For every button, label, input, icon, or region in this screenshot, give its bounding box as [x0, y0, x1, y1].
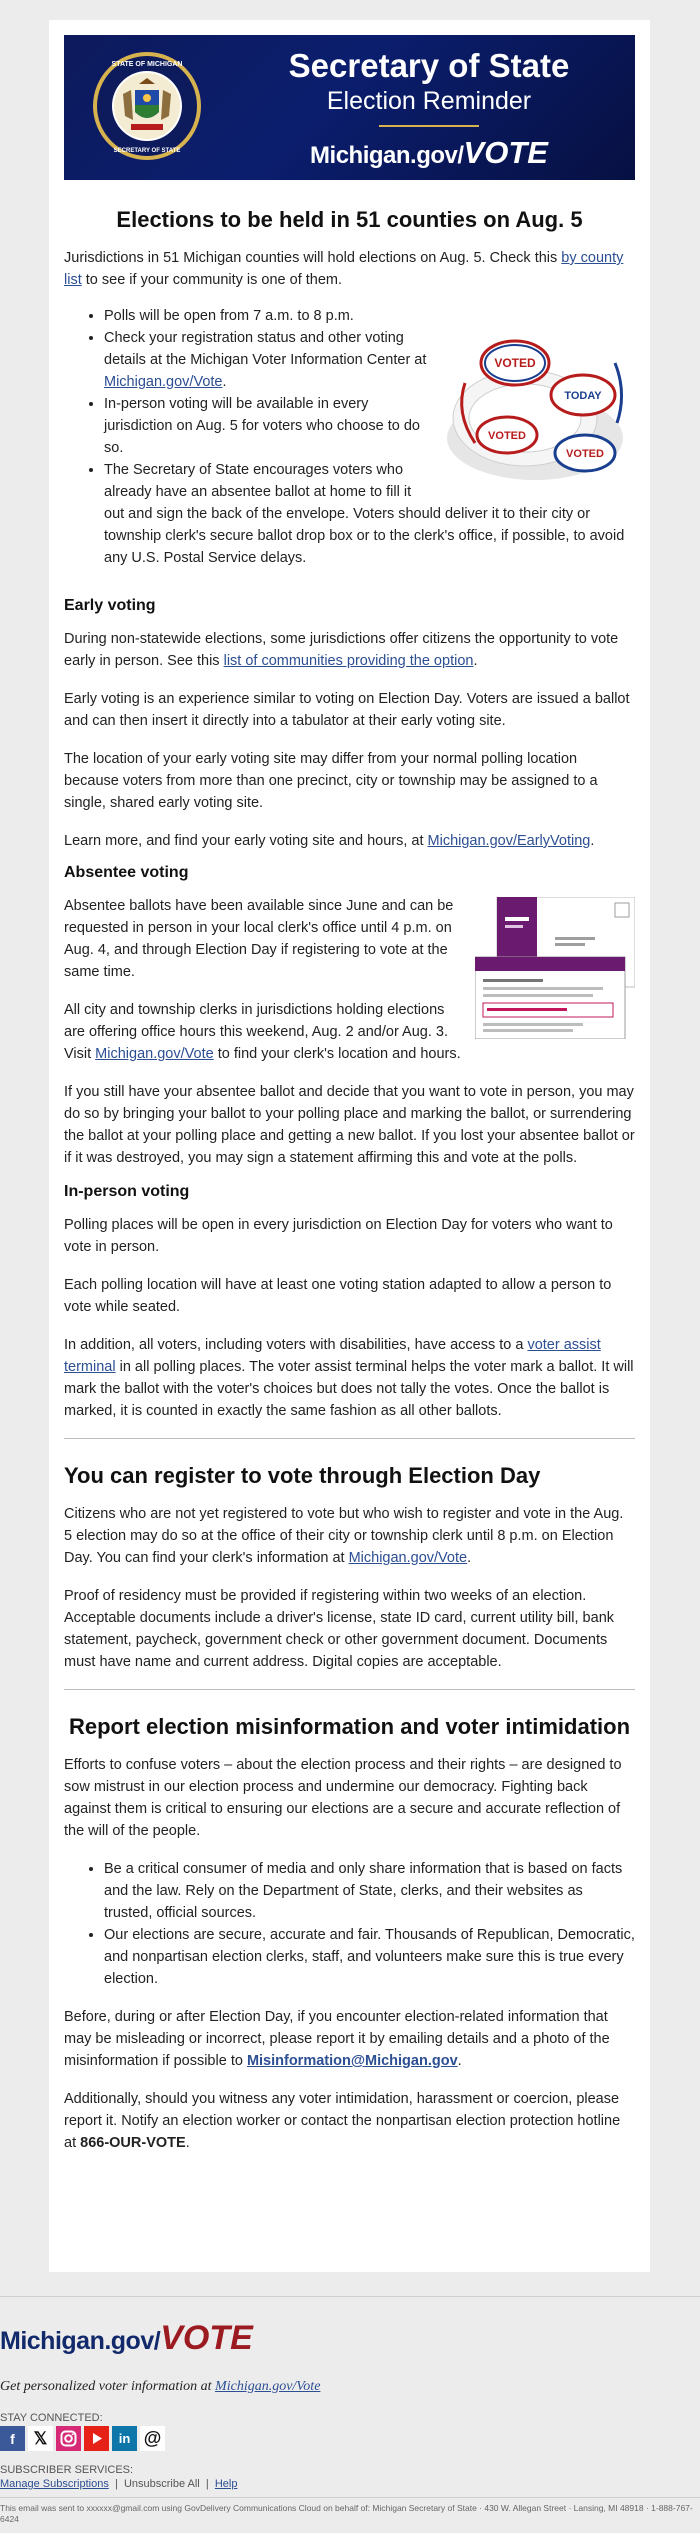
banner-subtitle: Election Reminder: [326, 87, 532, 115]
misinfo-p2-text: Before, during or after Election Day, if you encounter election-related information that may be misleading or incorrect, please report it by emailing details and a photo of the misinformation if possible to: [64, 2009, 610, 2069]
michigan-seal-icon: [91, 50, 203, 162]
youtube-glyph: [89, 2431, 104, 2446]
absentee-p3: If you still have your absentee ballot and decide that you want to vote in person, you may do so by bringing your ballot to your polling place and marking the ballot, or surrendering the ballot at your polling place and getting a new ballot. If you lost your absentee ballot or if it was destroyed, you may sign a statement affirming this and vote at the polls.: [64, 1084, 635, 1166]
absentee-michigan-gov-vote-link[interactable]: Michigan.gov/Vote: [95, 1046, 214, 1062]
absentee-p2-text: All city and township clerks in jurisdictions holding elections are offering office hours this weekend, Aug. 2 and/or Aug. 3. Visit: [64, 1002, 448, 1062]
inperson-p1: Polling places will be open in every jurisdiction on Election Day for voters who want to vote in person.: [64, 1217, 613, 1255]
inperson-p3-end: in all polling places. The voter assist terminal helps the voter mark a ballot. It will mark the ballot with the voter's choices but does not tally the votes. Once the ballot is marked, it is counted in exactly the same fashion as all other ballots.: [64, 1359, 634, 1419]
footer-tagline-text: Get personalized voter information at: [0, 2379, 216, 2394]
section-divider-2: [64, 1689, 635, 1690]
register-p1: [64, 1503, 635, 1569]
inperson-p3-text: In addition, all voters, including voters with disabilities, have access to a: [64, 1337, 528, 1353]
banner-divider: [379, 125, 479, 127]
footer-divider: [0, 2497, 700, 2498]
social-links: [0, 2426, 165, 2451]
absentee-p1: Absentee ballots have been available since June and can be requested in person in your local clerk's office until 4 p.m. on Aug. 4, and through Election Day if registering to vote at the same time.: [64, 898, 454, 980]
voter-assist-terminal-link[interactable]: voter assist terminal: [64, 1337, 601, 1375]
banner-url-vote: VOTE: [463, 135, 548, 170]
linkedin-icon[interactable]: in: [112, 2426, 137, 2451]
help-link[interactable]: Help: [214, 2478, 238, 2490]
instagram-glyph: [60, 2430, 77, 2447]
misinformation-email-link[interactable]: Misinformation@Michigan.gov: [246, 2053, 458, 2069]
elections-heading: Elections to be held in 51 counties on Aug. 5: [116, 207, 583, 232]
register-p2: Proof of residency must be provided if registering within two weeks of an election. Acceptable documents include a driver's license, state ID card, current utility bill, bank statement, paycheck, government check or other government document. Documents must have name and current address. Digital copies are acceptable.: [64, 1588, 615, 1670]
register-p1-end: .: [467, 1550, 472, 1566]
misinformation-heading: Report election misinformation and voter intimidation: [68, 1714, 631, 1739]
in-person-voting-heading: In-person voting: [64, 1183, 190, 1200]
footer-separator: |: [108, 2478, 124, 2490]
register-p1-text: Citizens who are not yet registered to vote but who wish to register and vote in the Aug. 5 election may do so at the office of their city or township clerk until 8 p.m. on Election Day. You can find your clerk's information at: [64, 1506, 624, 1566]
header-banner: [64, 35, 635, 180]
misinfo-p3-text: Additionally, should you witness any voter intimidation, harassment or coercion, please report it. Notify an election worker or contact the nonpartisan election protection hotline at: [64, 2091, 621, 2151]
threads-icon[interactable]: @: [140, 2426, 165, 2451]
manage-subscriptions-link[interactable]: Manage Subscriptions: [0, 2478, 109, 2490]
absentee-ballot-image: [475, 897, 635, 1039]
seal-bottom-text: SECRETARY OF STATE: [113, 148, 181, 154]
early-voting-link[interactable]: Michigan.gov/EarlyVoting: [427, 833, 591, 849]
absentee-voting-heading: Absentee voting: [64, 864, 189, 881]
early-voting-heading: Early voting: [64, 597, 156, 614]
misinfo-p1: Efforts to confuse voters – about the election process and their rights – are designed to sow mistrust in our election process and undermine our democracy. Fighting back against them is critical to ensuring our elections are a secure and accurate reflection of the will of the people.: [64, 1757, 622, 1839]
footer-logo-vote: VOTE: [160, 2319, 253, 2357]
early-p2: Early voting is an experience similar to voting on Election Day. Voters are issued a ballot and can then insert it directly into a tabulator at their early voting site.: [64, 691, 630, 729]
michigan-gov-vote-link[interactable]: Michigan.gov/Vote: [104, 374, 223, 390]
bullet-registration-end: .: [222, 374, 227, 390]
unsubscribe-all-link[interactable]: Unsubscribe All: [123, 2478, 200, 2490]
subscriber-services-label: SUBSCRIBER SERVICES:: [0, 2464, 134, 2476]
elections-intro: [64, 247, 635, 291]
early-p4-text: Learn more, and find your early voting site and hours, at: [64, 833, 428, 849]
register-heading: You can register to vote through Election Day: [64, 1463, 541, 1488]
misinfo-bullets: [64, 1858, 635, 1990]
bullet-registration-text: Check your registration status and other voting details at the Michigan Voter Information Center at: [104, 330, 427, 368]
footer-logo-prefix: Michigan.gov/: [0, 2327, 161, 2355]
misinfo-p3: [64, 2088, 635, 2154]
banner-url-prefix: Michigan.gov/: [310, 142, 464, 169]
footer-michigan-gov-vote-link[interactable]: Michigan.gov/Vote: [215, 2379, 321, 2394]
misinfo-p2: [64, 2006, 635, 2072]
misinfo-p3-end: .: [185, 2135, 190, 2151]
by-county-list-link[interactable]: by county list: [64, 250, 624, 288]
footer-logo: [0, 2316, 253, 2363]
register-michigan-gov-vote-link[interactable]: Michigan.gov/Vote: [348, 1550, 468, 1566]
communities-list-link[interactable]: list of communities providing the option: [223, 653, 474, 669]
subscriber-links: [0, 2477, 237, 2491]
misinfo-bullet-media: • Be a critical consumer of media and only share information that is based on facts and the law. Rely on the Department of State, clerks, and their websites as trusted, official sources.: [104, 1858, 635, 1924]
email-content: [64, 205, 635, 2170]
sticker-voted-text-3: VOTED: [566, 448, 604, 460]
bullet-polls-open: • Polls will be open from 7 a.m. to 8 p.m.: [104, 305, 635, 327]
sticker-today-text: TODAY: [564, 390, 602, 402]
footer-disclaimer: This email was sent to xxxxxx@gmail.com using GovDelivery Communications Cloud on behalf of: Michigan Secretary of State · 430 W. Allegan Street · Lansing, MI 48918 · 1-888-767-6424: [0, 2503, 693, 2524]
banner-url: [239, 135, 619, 174]
hotline-number: 866-OUR-VOTE: [80, 2135, 186, 2151]
early-p1-end: .: [473, 653, 478, 669]
elections-intro-text-end: to see if your community is one of them.: [81, 272, 343, 288]
seal-top-text: STATE OF MICHIGAN: [111, 61, 183, 68]
youtube-icon[interactable]: [84, 2426, 109, 2451]
sticker-voted-text: VOTED: [494, 356, 536, 370]
elections-intro-text: Jurisdictions in 51 Michigan counties will hold elections on Aug. 5. Check this: [64, 250, 562, 266]
voted-stickers-image: [445, 323, 635, 493]
footer-separator-2: |: [199, 2478, 215, 2490]
email-card: [49, 20, 650, 2272]
bullet-in-person: • In-person voting will be available in every jurisdiction on Aug. 5 for voters who choose to do so.: [104, 393, 635, 459]
misinfo-bullet-secure: • Our elections are secure, accurate and fair. Thousands of Republican, Democratic, and nonpartisan election clerks, staff, and volunteers make sure this is true every election.: [104, 1924, 635, 1990]
instagram-icon[interactable]: [56, 2426, 81, 2451]
x-icon[interactable]: 𝕏: [28, 2426, 53, 2451]
early-p4: [64, 830, 635, 852]
bullet-absentee-dropoff: • The Secretary of State encourages voters who already have an absentee ballot at home to fill it out and sign the back of the envelope. Voters should deliver it to their city or township clerk's secure ballot drop box or to the clerk's office, if possible, to avoid any U.S. Postal Service delays.: [104, 459, 635, 569]
inperson-p3: [64, 1334, 635, 1422]
footer-tagline: [0, 2377, 320, 2397]
facebook-icon[interactable]: f: [0, 2426, 25, 2451]
banner-title: Secretary of State: [288, 47, 570, 84]
absentee-p2-end: to find your clerk's location and hours.: [213, 1046, 461, 1062]
section-divider: [64, 1438, 635, 1439]
footer-divider-top: [0, 2296, 700, 2297]
early-p1: [64, 628, 635, 672]
stay-connected-label: STAY CONNECTED:: [0, 2412, 103, 2424]
early-p1-text: During non-statewide elections, some jurisdictions offer citizens the opportunity to vote early in person. See this: [64, 631, 619, 669]
early-p3: The location of your early voting site may differ from your normal polling location because voters from more than one precinct, city or township may be assigned to a single, shared early voting site.: [64, 751, 598, 811]
early-p4-end: .: [590, 833, 595, 849]
sticker-voted-text-2: VOTED: [488, 430, 526, 442]
misinfo-p2-end: .: [457, 2053, 462, 2069]
inperson-p2: Each polling location will have at least one voting station adapted to allow a person to vote while seated.: [64, 1277, 612, 1315]
